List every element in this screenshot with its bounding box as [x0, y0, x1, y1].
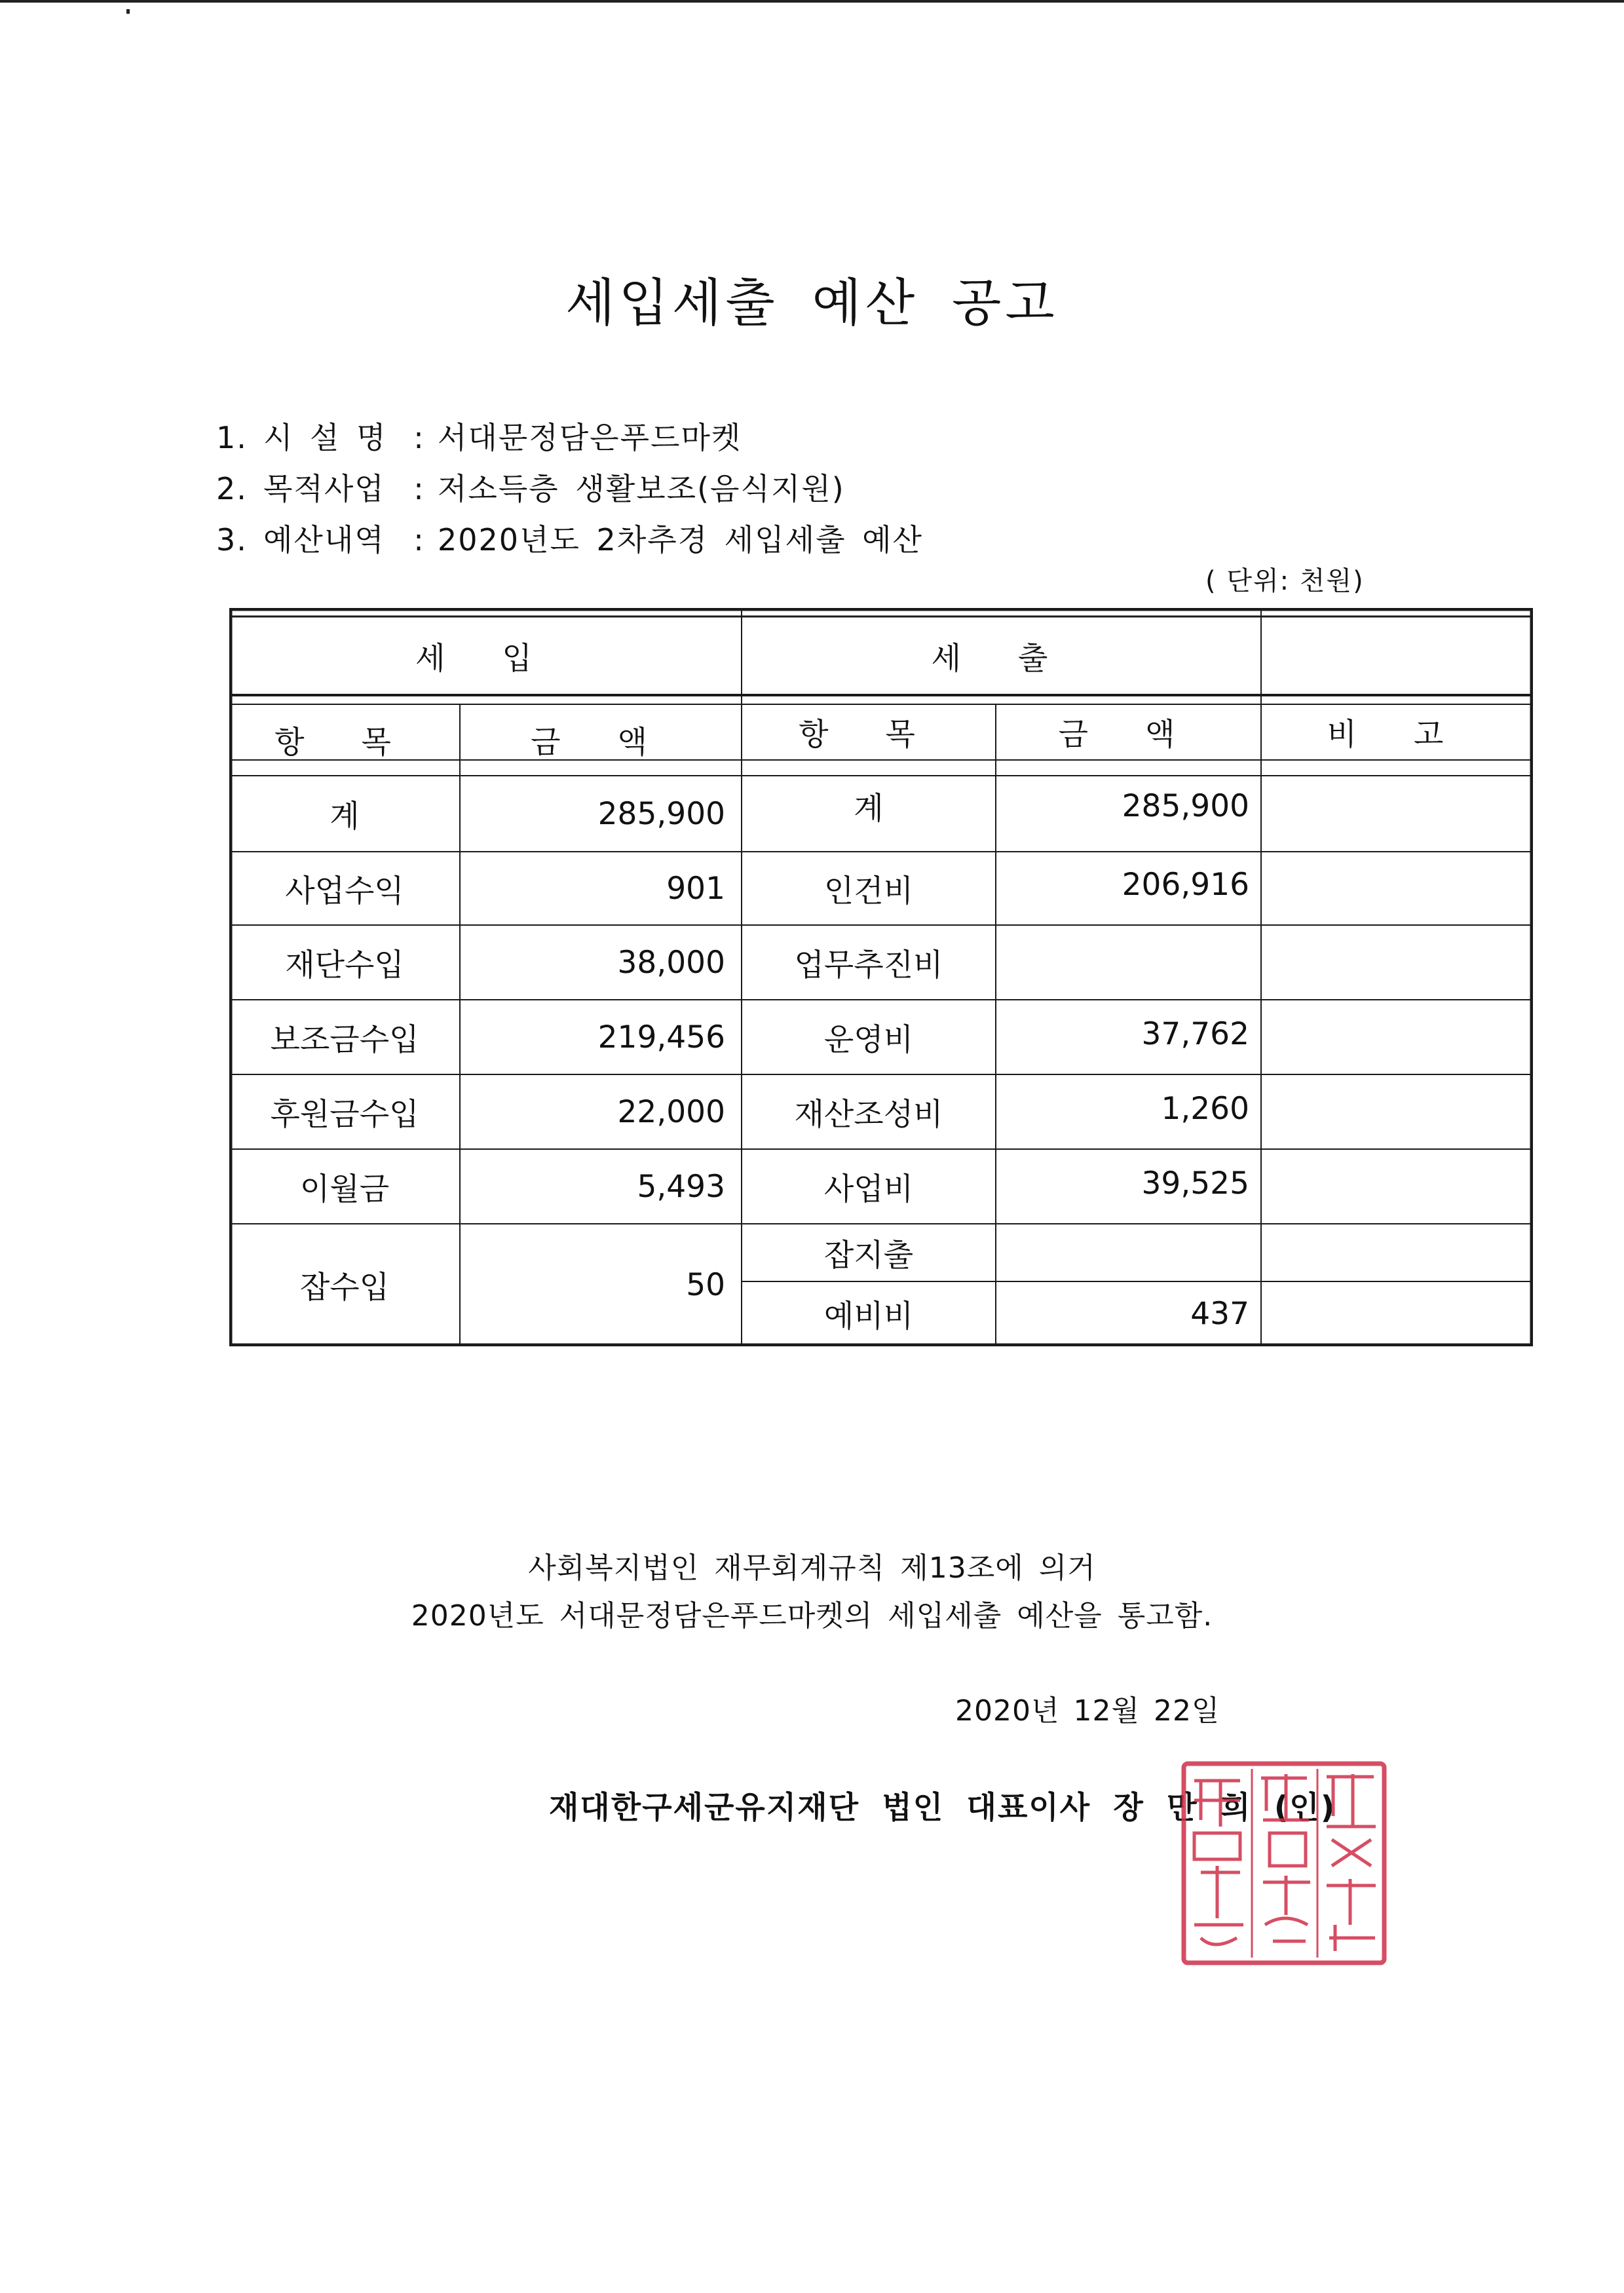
info-number: 1.	[216, 420, 248, 455]
official-seal-stamp	[1181, 1761, 1387, 1965]
expense-item: 계	[854, 790, 884, 827]
notice-line-2: 2020년도 서대문정담은푸드마켓의 세입세출 예산을 통고함.	[411, 1599, 1213, 1633]
info-value: 2020년도 2차추경 세입세출 예산	[438, 522, 923, 558]
expense-amount: 206,916	[1122, 866, 1249, 903]
signer-name: 재대한구세군유지재단 법인 대표이사 장 만 희	[549, 1790, 1252, 1826]
info-key: 시 설 명	[263, 420, 387, 455]
seal-mark-text: (인)	[1274, 1790, 1336, 1826]
expense-item: 잡지출	[823, 1237, 914, 1274]
expense-item-header: 항 목	[799, 717, 939, 753]
info-value: 저소득층 생활보조(음식지원)	[438, 471, 845, 506]
revenue-item: 잡수입	[299, 1270, 390, 1306]
expense-group-header: 세 출	[931, 640, 1072, 677]
revenue-amount: 285,900	[597, 795, 725, 832]
revenue-item: 재단수입	[285, 947, 404, 983]
expense-amount: 437	[1190, 1296, 1249, 1332]
info-separator: :	[413, 471, 425, 506]
info-separator: :	[413, 522, 425, 558]
info-separator: :	[413, 420, 425, 455]
revenue-amount: 22,000	[617, 1093, 725, 1130]
notice-line-1: 사회복지법인 재무회계규칙 제13조에 의거	[528, 1551, 1096, 1585]
expense-item: 인건비	[823, 873, 914, 909]
expense-amount: 39,525	[1141, 1165, 1249, 1202]
expense-amount	[996, 925, 1249, 1000]
document-title: 세입세출 예산 공고	[565, 274, 1059, 333]
expense-item: 운영비	[823, 1021, 914, 1058]
revenue-item: 보조금수입	[270, 1021, 419, 1058]
seal-graphic	[1181, 1761, 1387, 1965]
revenue-amount-header: 금 액	[531, 725, 671, 761]
unit-note: ( 단위: 천원)	[1205, 566, 1365, 596]
info-number: 2.	[216, 471, 248, 506]
expense-amount: 1,260	[1161, 1090, 1249, 1127]
info-line-budget	[216, 516, 923, 559]
revenue-item: 계	[330, 798, 360, 835]
info-line-facility	[216, 414, 742, 457]
info-value: 서대문정담은푸드마켓	[438, 420, 742, 455]
info-number: 3.	[216, 522, 248, 558]
revenue-item-header: 항 목	[274, 725, 415, 761]
expense-item: 업무추진비	[794, 947, 943, 983]
revenue-amount: 5,493	[637, 1168, 725, 1205]
info-key: 예산내역	[263, 522, 385, 558]
scan-mark	[126, 9, 130, 14]
expense-amount-header: 금 액	[1058, 717, 1199, 753]
revenue-item: 후원금수입	[270, 1096, 419, 1133]
expense-amount: 285,900	[1122, 787, 1249, 824]
remarks-header: 비 고	[1327, 717, 1467, 753]
expense-amount: 37,762	[1141, 1015, 1249, 1052]
revenue-amount: 50	[686, 1267, 725, 1303]
top-border-line	[0, 0, 1624, 3]
info-line-purpose	[216, 465, 845, 508]
expense-item: 사업비	[823, 1171, 914, 1207]
revenue-amount: 219,456	[597, 1019, 725, 1055]
revenue-group-header: 세 입	[415, 640, 556, 677]
revenue-amount: 38,000	[617, 944, 725, 981]
revenue-item: 이월금	[299, 1171, 390, 1207]
expense-item: 예비비	[823, 1298, 914, 1335]
issue-date: 2020년 12월 22일	[955, 1694, 1220, 1728]
expense-item: 재산조성비	[794, 1096, 943, 1133]
info-key: 목적사업	[263, 471, 385, 506]
budget-table	[229, 608, 1533, 1346]
revenue-amount: 901	[666, 870, 725, 907]
revenue-item: 사업수익	[285, 873, 404, 909]
expense-amount	[996, 1224, 1249, 1281]
